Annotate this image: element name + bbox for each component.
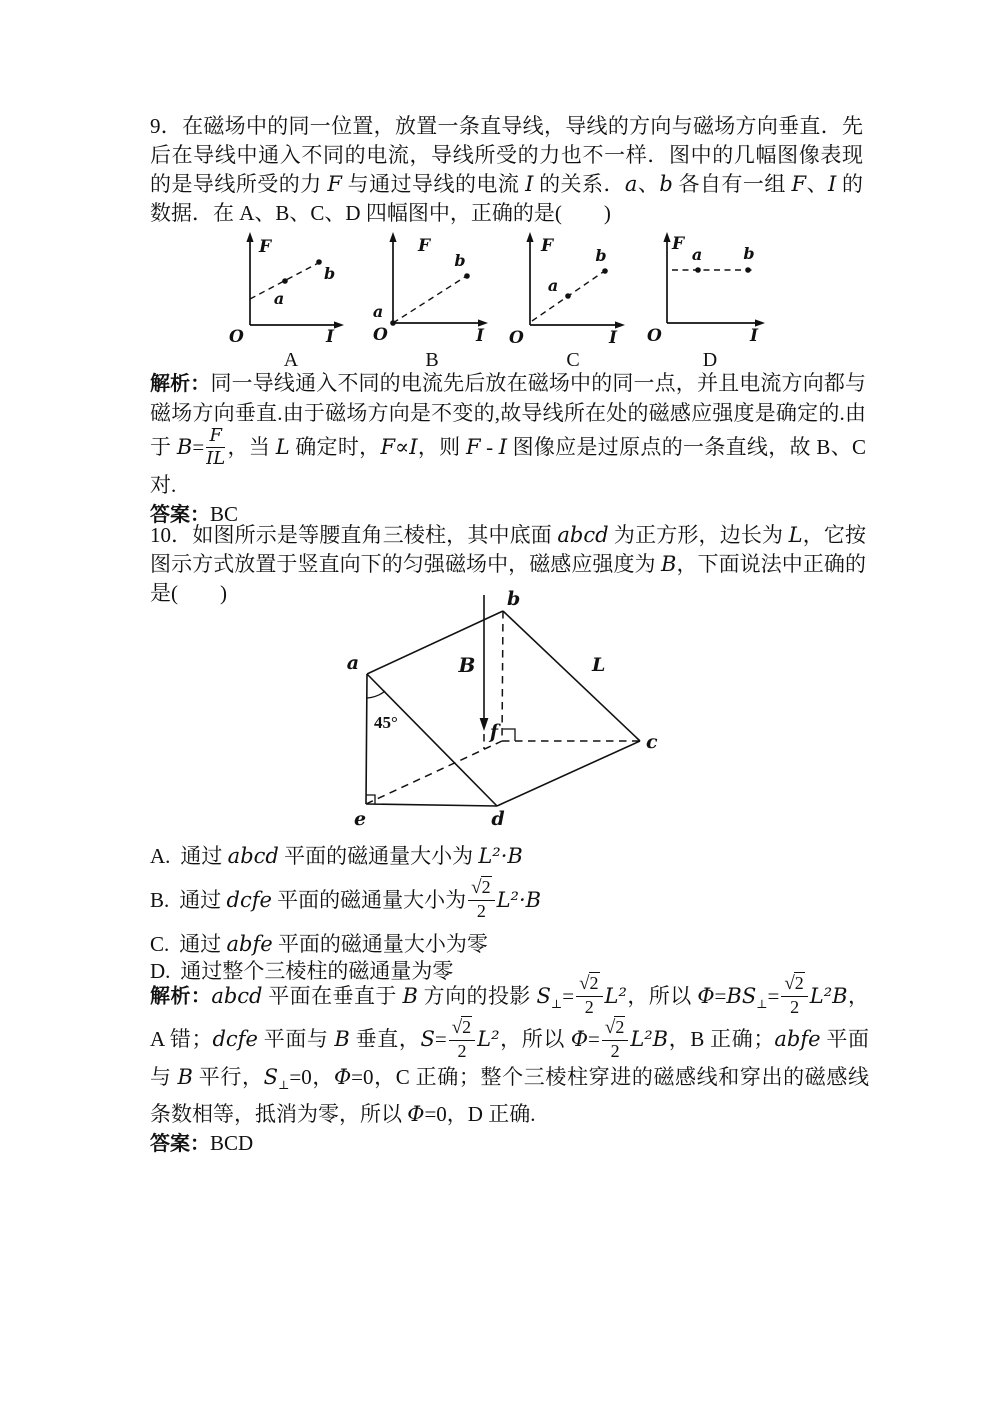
q10-solution [150, 973, 870, 1159]
q9-answer-value: BC [210, 501, 239, 526]
graph-C-point-b [602, 268, 608, 274]
option-D: D. 通过整个三棱柱的磁通量为零 [150, 958, 454, 983]
graph-B-label-b: b [454, 251, 466, 270]
q10-prism-figure [330, 587, 670, 839]
graph-D-caption: D [702, 349, 718, 371]
q10-stem: 10．如图所示是等腰直角三棱柱，其中底面 abcd 为正方形，边长为 L，它按图示方式放置于竖直向下的匀强磁场中，磁感应强度为 B，下面说法中正确的是( ) [150, 523, 867, 605]
graph-B-label-a: a [372, 302, 384, 321]
graph-A-origin-label: O [229, 327, 244, 347]
q9-stem: 9．在磁场中的同一位置，放置一条直导线，导线的方向与磁场方向垂直．先后在导线中通入不同的电流，导线所受的力也不一样．图中的几幅图像表现的是导线所受的力 F 与通过导线的电流 I 的关系．a、b 各自有一组 F、I 的数据．在 A、B、C、D 四幅图中，正确的是( ) [150, 114, 864, 225]
graph-D-label-b: b [743, 244, 755, 263]
option-C-letter: C. [150, 931, 170, 956]
right-angle-mark-f [503, 729, 515, 741]
length-label-L: L [592, 654, 606, 676]
vertex-label-a: a [346, 652, 359, 674]
graph-D-origin-label: O [647, 326, 662, 346]
graph-A-x-arrow-icon [334, 321, 344, 328]
option-D-letter: D. [150, 958, 171, 983]
edge-da [367, 674, 497, 806]
graph-C [505, 228, 645, 370]
vertex-label-c: c [646, 731, 658, 753]
graph-D-point-a [695, 267, 701, 273]
graph-C-ylabel: F [541, 236, 554, 256]
q10-options [150, 842, 866, 985]
graph-C-label-b: b [595, 246, 607, 265]
vertex-label-f: f [489, 721, 498, 743]
edge-bf-hidden [502, 611, 503, 741]
edge-cd [497, 741, 640, 806]
graph-A-point-b [316, 259, 322, 265]
graph-C-label-a: a [547, 276, 559, 295]
graph-A [223, 228, 363, 370]
graph-D-y-arrow-icon [663, 232, 670, 242]
graph-A-caption: A [283, 349, 299, 371]
vertex-label-e: e [353, 808, 367, 830]
field-label-B: B [458, 653, 476, 677]
graph-D-point-b [745, 267, 751, 273]
graph-B-y-arrow-icon [389, 232, 396, 242]
q10-analysis-label: 解析： [150, 985, 212, 1008]
vertex-label-d: d [491, 808, 505, 830]
option-C: C. 通过 abfe 平面的磁通量大小为零 [150, 931, 488, 956]
angle-arc-45 [367, 691, 385, 698]
graph-A-label-b: b [324, 264, 336, 283]
q9-analysis-label: 解析： [150, 373, 211, 395]
q10-answer-label: 答案： [150, 1133, 210, 1156]
edge-ef-hidden [366, 741, 502, 804]
q10-analysis: 解析：abcd 平面在垂直于 B 方向的投影 $S_\perp=$ $\frac{√2}{2}$ L²，所以 $\Phi=BS_\perp=$ $\frac{√2}{2}$ L²B，A 错；dcfe 平面与 B 垂直，S= $\frac{√2}{2}$ L²，所以 Φ= $\frac{√2}{2}$ L²B，B 正确；abfe 平面与 B 平行，$S_\perp=0$，Φ=0，C 正确；整个三棱柱穿进的磁感线和穿出的磁感线条数相等，抵消为零，所以 Φ=0，D 正确. [150, 973, 870, 1127]
graph-B [370, 228, 510, 370]
q9-graph-row [223, 228, 788, 370]
graph-A-ylabel: F [259, 237, 272, 257]
graph-B-point-a [390, 320, 396, 326]
graph-C-caption: C [566, 349, 580, 371]
graph-C-origin-label: O [509, 328, 524, 348]
graph-B-caption: B [425, 349, 439, 371]
graph-D-xlabel: I [750, 326, 758, 346]
graph-D-ylabel: F [672, 234, 685, 254]
graph-B-xlabel: I [476, 326, 484, 346]
edge-ab [367, 611, 503, 674]
graph-B-data-line [393, 275, 468, 323]
q9-answer-label: 答案： [150, 503, 210, 526]
graph-B-ylabel: F [418, 236, 431, 256]
graph-C-point-a [565, 293, 571, 299]
graph-C-xlabel: I [609, 328, 617, 348]
graph-C-y-arrow-icon [526, 232, 533, 242]
q9-solution [150, 369, 866, 530]
graph-D [645, 228, 785, 370]
option-B-letter: B. [150, 887, 170, 912]
q10-answer-line [150, 1129, 869, 1159]
graph-B-origin-label: O [373, 325, 388, 345]
q9-analysis: 解析：同一导线通入不同的电流先后放在磁场中的同一点，并且电流方向都与磁场方向垂直.由于磁场方向是不变的,故导线所在处的磁感应强度是确定的.由于 B= $\frac{F}{IL}$ ，当 L 确定时，F∝I，则 F - I 图像应是过原点的一条直线，故 B、C 对. [150, 371, 867, 497]
graph-A-xlabel: I [326, 327, 334, 347]
edge-bc [503, 611, 640, 741]
option-A: A. 通过 abcd 平面的磁通量大小为 L²·B [150, 844, 523, 868]
graph-A-point-a [282, 278, 288, 284]
angle-label-45: 45° [374, 713, 398, 732]
q10-answer-value: BCD [210, 1131, 254, 1156]
option-B: B. 通过 dcfe 平面的磁通量大小为 $\frac{√2}{2}$ L²·B [150, 877, 542, 921]
option-A-letter: A. [150, 844, 171, 868]
graph-D-label-a: a [691, 245, 703, 264]
vertex-label-b: b [507, 588, 521, 610]
graph-A-label-a: a [273, 289, 285, 308]
edge-ae [366, 674, 367, 804]
question-9 [150, 112, 863, 228]
graph-B-point-b [464, 273, 470, 279]
graph-A-y-arrow-icon [246, 232, 253, 242]
field-arrow-head-icon [480, 718, 489, 731]
q10-number: 10． [150, 523, 193, 547]
q9-number: 9． [150, 114, 183, 138]
edge-ed [366, 804, 497, 806]
